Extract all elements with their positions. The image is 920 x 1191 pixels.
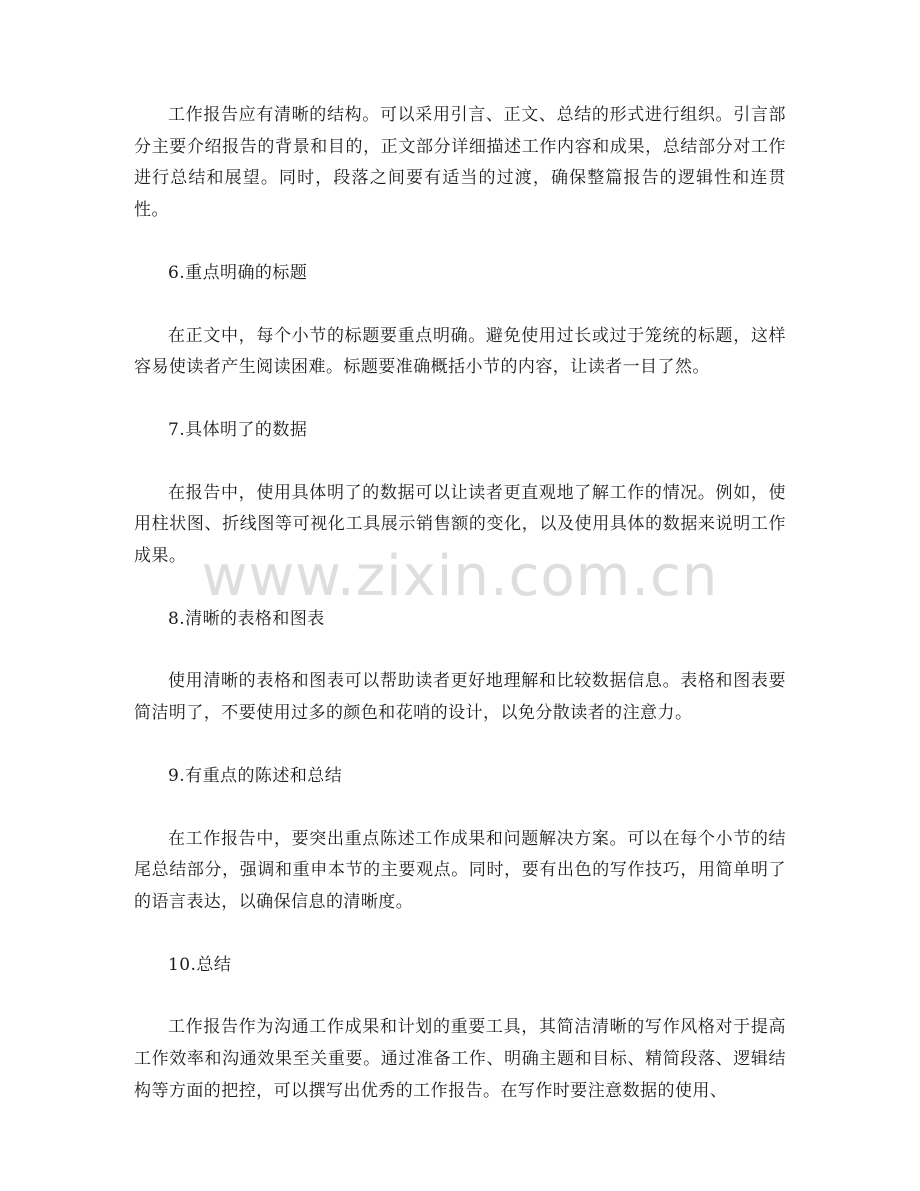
paragraph-summary: 工作报告作为沟通工作成果和计划的重要工具，其简洁清晰的写作风格对于提高工作效率和沟通效果至关重要。通过准备工作、明确主题和目标、精简段落、逻辑结构等方面的把控，可以撰写出优秀的工作报告。在写作时要注意数据的使用、 xyxy=(134,1017,786,1101)
paragraph-key-points: 在工作报告中，要突出重点陈述工作成果和问题解决方案。可以在每个小节的结尾总结部分，强调和重申本节的主要观点。同时，要有出色的写作技巧，用简单明了的语言表达，以确保信息的清晰度。 xyxy=(134,828,786,912)
section-heading-8: 8.清晰的表格和图表 xyxy=(168,608,325,629)
section-heading-7: 7.具体明了的数据 xyxy=(168,419,308,440)
section-heading-6: 6.重点明确的标题 xyxy=(168,262,308,283)
paragraph-data: 在报告中，使用具体明了的数据可以让读者更直观地了解工作的情况。例如，使用柱状图、折线图等可视化工具展示销售额的变化，以及使用具体的数据来说明工作成果。 xyxy=(134,482,786,567)
section-heading-10: 10.总结 xyxy=(168,954,232,975)
watermark-text: www.zixin.com.cn xyxy=(201,544,719,609)
paragraph-headings: 在正文中，每个小节的标题要重点明确。避免使用过长或过于笼统的标题，这样容易使读者产生阅读困难。标题要准确概括小节的内容，让读者一目了然。 xyxy=(134,325,786,378)
paragraph-tables: 使用清晰的表格和图表可以帮助读者更好地理解和比较数据信息。表格和图表要简洁明了，不要使用过多的颜色和花哨的设计，以免分散读者的注意力。 xyxy=(134,671,786,724)
paragraph-structure: 工作报告应有清晰的结构。可以采用引言、正文、总结的形式进行组织。引言部分主要介绍报告的背景和目的，正文部分详细描述工作内容和成果，总结部分对工作进行总结和展望。同时，段落之间要有适当的过渡，确保整篇报告的逻辑性和连贯性。 xyxy=(134,105,786,221)
section-heading-9: 9.有重点的陈述和总结 xyxy=(168,765,343,786)
document-body xyxy=(134,100,786,1107)
